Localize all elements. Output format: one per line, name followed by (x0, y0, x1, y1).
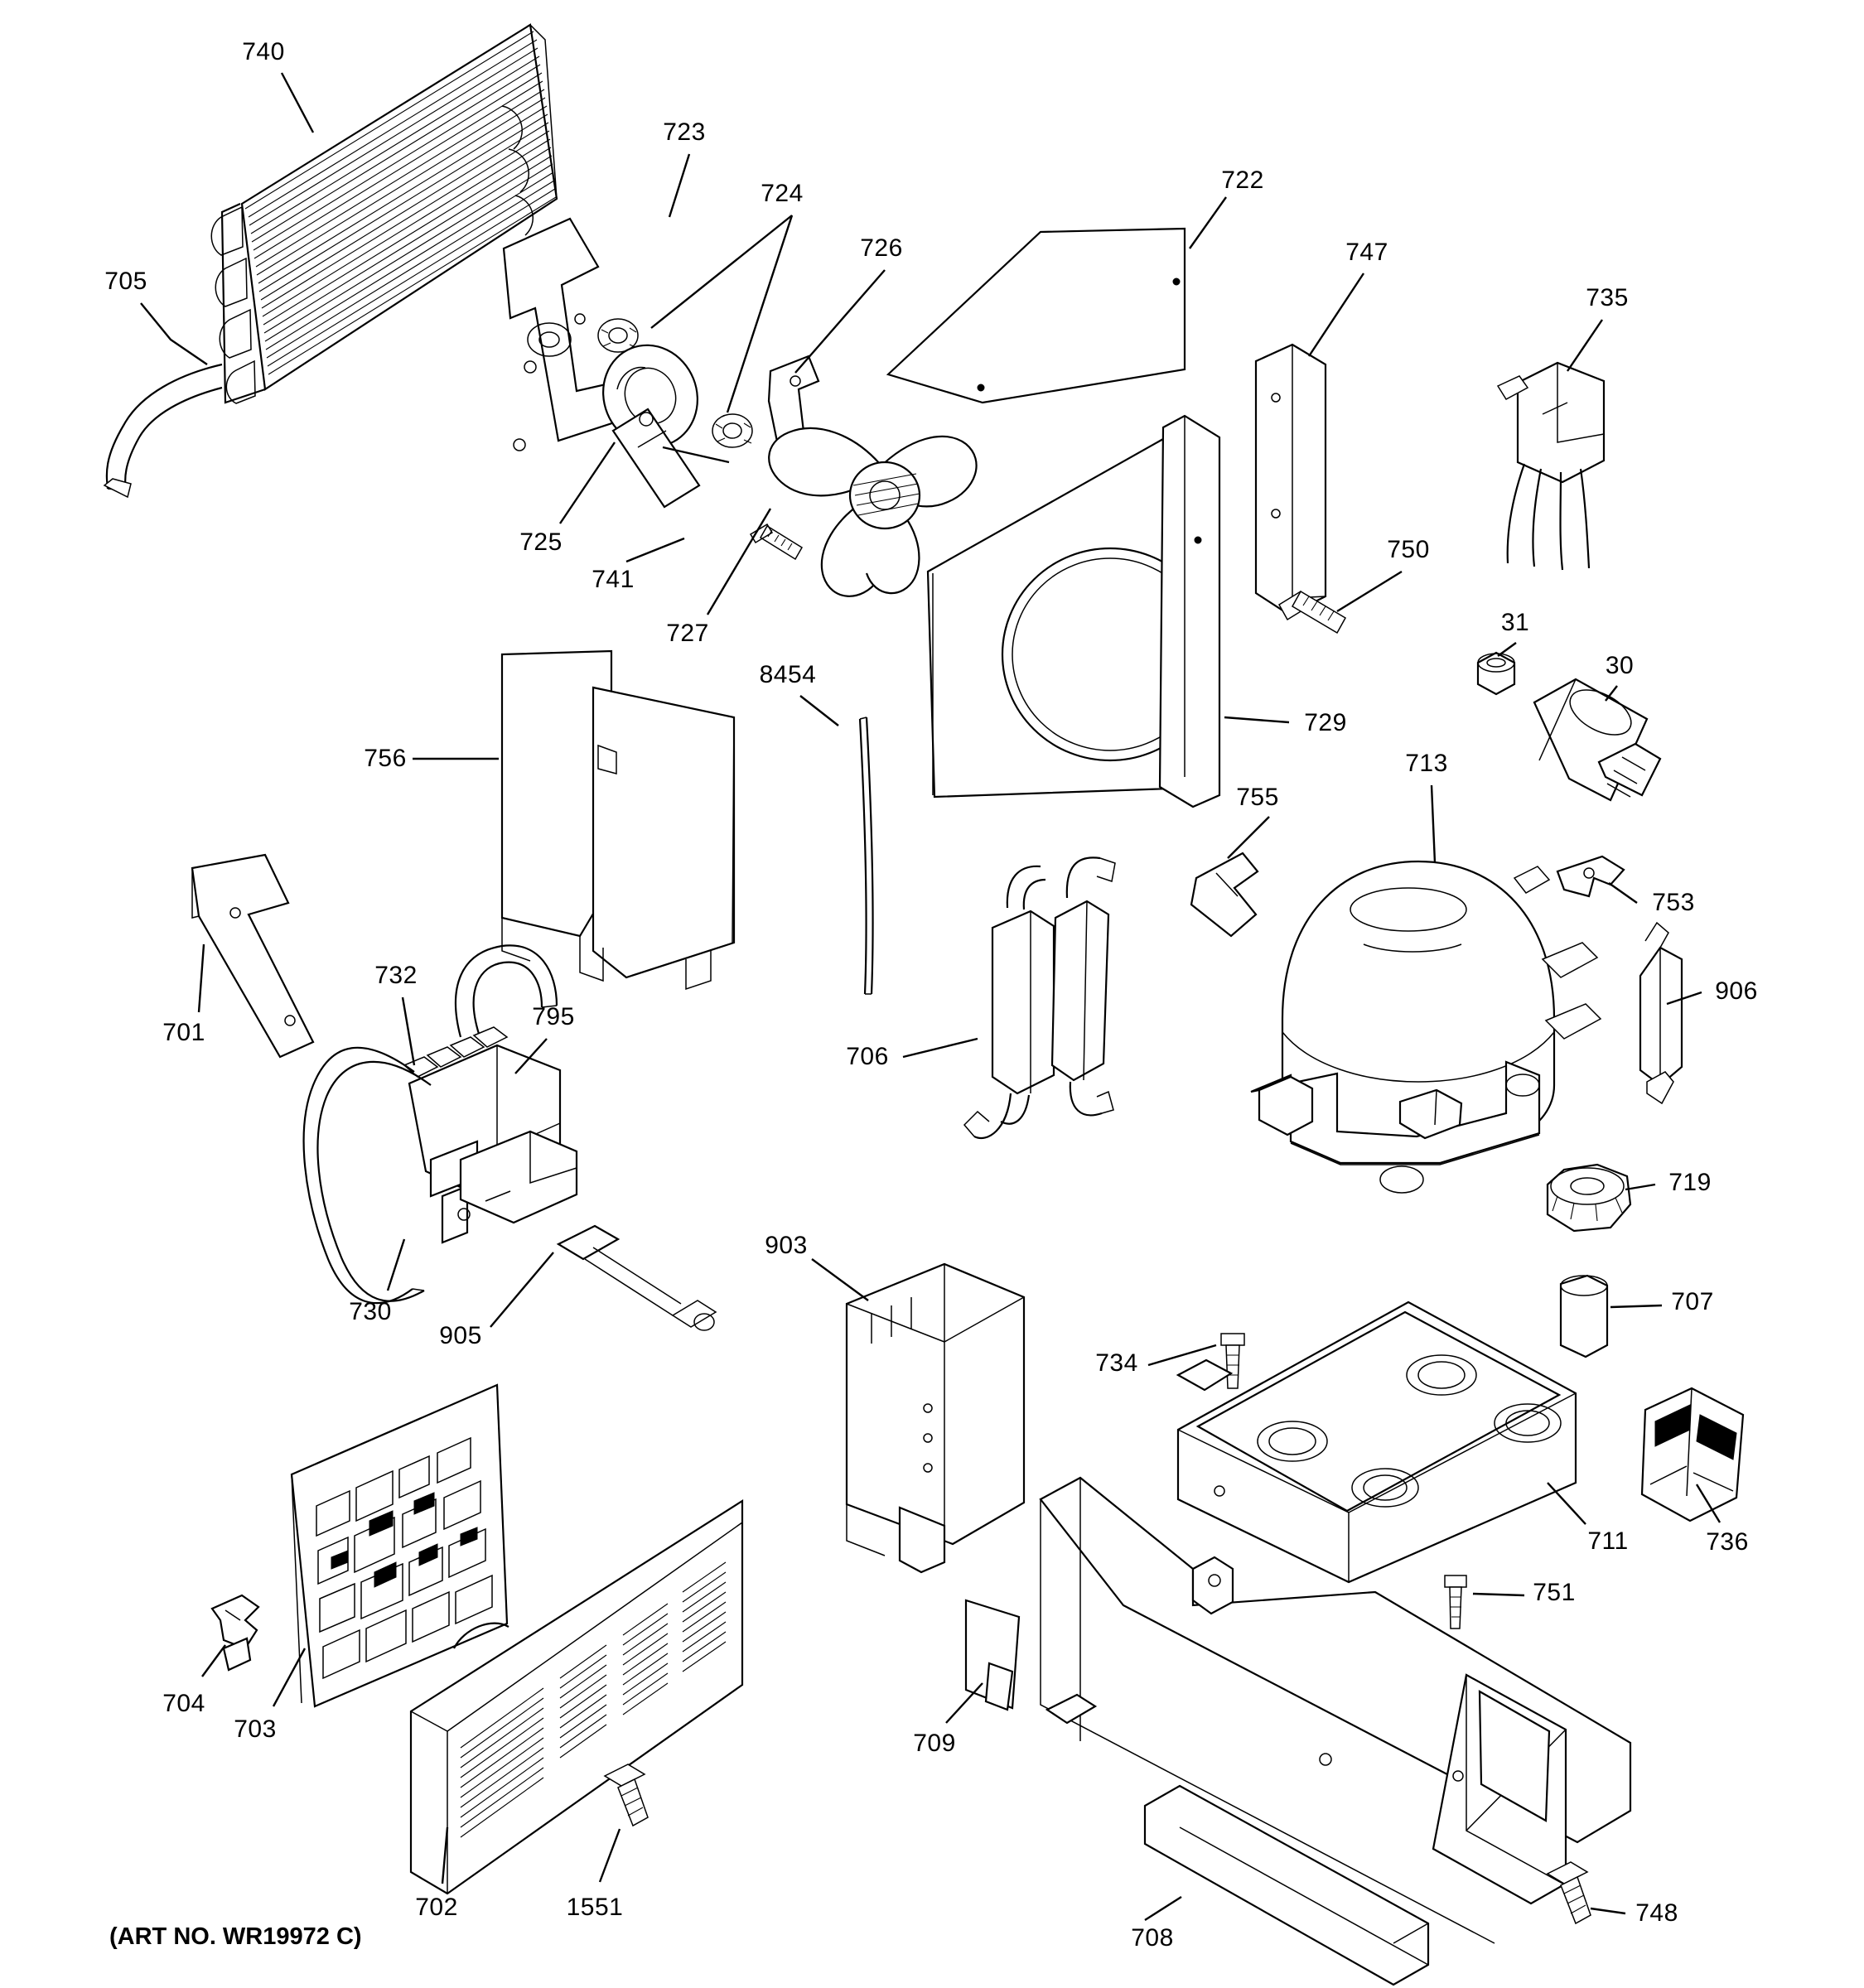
part-730-water-valve (404, 1027, 577, 1242)
callout-8454: 8454 (759, 661, 817, 688)
callout-724: 724 (761, 180, 804, 207)
callout-726: 726 (860, 234, 903, 262)
callout-719: 719 (1668, 1169, 1712, 1196)
callout-748: 748 (1635, 1899, 1678, 1927)
part-713-compressor (1251, 861, 1601, 1193)
callout-755: 755 (1236, 784, 1279, 811)
part-751-screw (1445, 1575, 1466, 1629)
callout-711: 711 (1587, 1527, 1629, 1555)
part-903-inverter-board (847, 1264, 1024, 1572)
part-740-condenser-coil (211, 25, 557, 403)
callout-705: 705 (104, 268, 147, 295)
callout-31: 31 (1500, 609, 1530, 636)
art-number-label: (ART NO. WR19972 C) (109, 1923, 362, 1950)
callout-706: 706 (846, 1043, 889, 1070)
callout-735: 735 (1586, 284, 1629, 311)
part-705-drain-tube (104, 364, 222, 497)
callout-1551: 1551 (566, 1894, 624, 1921)
callout-707: 707 (1671, 1288, 1714, 1315)
callout-722: 722 (1221, 166, 1264, 194)
callout-736: 736 (1706, 1528, 1749, 1556)
part-906-drier (1640, 923, 1682, 1103)
callout-753: 753 (1652, 889, 1695, 916)
callout-709: 709 (913, 1730, 956, 1757)
part-706-muffler-assembly (964, 857, 1115, 1138)
callout-703: 703 (234, 1715, 277, 1743)
part-8454-tube (860, 717, 873, 994)
callout-725: 725 (519, 528, 563, 556)
part-703-main-control-board (292, 1385, 507, 1706)
callout-741: 741 (592, 566, 635, 593)
callout-905: 905 (439, 1322, 482, 1349)
part-734-screw (1221, 1334, 1244, 1388)
part-736-switch (1642, 1388, 1743, 1521)
callout-30: 30 (1605, 652, 1635, 679)
part-747-air-baffle (1256, 345, 1326, 615)
callout-727: 727 (666, 620, 709, 647)
callout-702: 702 (415, 1894, 458, 1921)
callout-903: 903 (765, 1232, 808, 1259)
part-756-side-panel (502, 651, 734, 989)
callout-750: 750 (1387, 536, 1430, 563)
callout-734: 734 (1095, 1349, 1138, 1377)
part-722-top-shield (888, 229, 1185, 403)
part-1551-screw (605, 1764, 648, 1826)
callout-713: 713 (1405, 750, 1448, 777)
part-905-thermistor (558, 1226, 716, 1330)
part-31-nut (1478, 653, 1514, 694)
callout-729: 729 (1304, 709, 1347, 736)
part-725-condenser-fan-motor (588, 331, 729, 507)
callout-704: 704 (162, 1690, 205, 1717)
callout-795: 795 (532, 1003, 575, 1030)
part-707-plug-button (1561, 1276, 1607, 1357)
part-704-wire-clip (212, 1595, 258, 1670)
callout-723: 723 (663, 118, 706, 146)
callout-751: 751 (1533, 1579, 1576, 1606)
part-30-start-capacitor (1534, 679, 1660, 800)
callout-906: 906 (1715, 977, 1758, 1005)
callout-732: 732 (374, 962, 418, 989)
callout-701: 701 (162, 1019, 205, 1046)
callout-756: 756 (364, 745, 407, 772)
part-701-bracket (192, 855, 313, 1057)
callout-747: 747 (1345, 239, 1388, 266)
part-719-grommet-foot (1548, 1165, 1630, 1231)
part-735-wire-harness-plug (1498, 363, 1604, 570)
callout-730: 730 (349, 1298, 392, 1325)
part-753-clamp (1557, 856, 1624, 896)
part-755-clip (1191, 853, 1258, 936)
callout-708: 708 (1131, 1924, 1174, 1952)
callout-740: 740 (242, 38, 285, 65)
part-748-screw (1548, 1862, 1591, 1923)
